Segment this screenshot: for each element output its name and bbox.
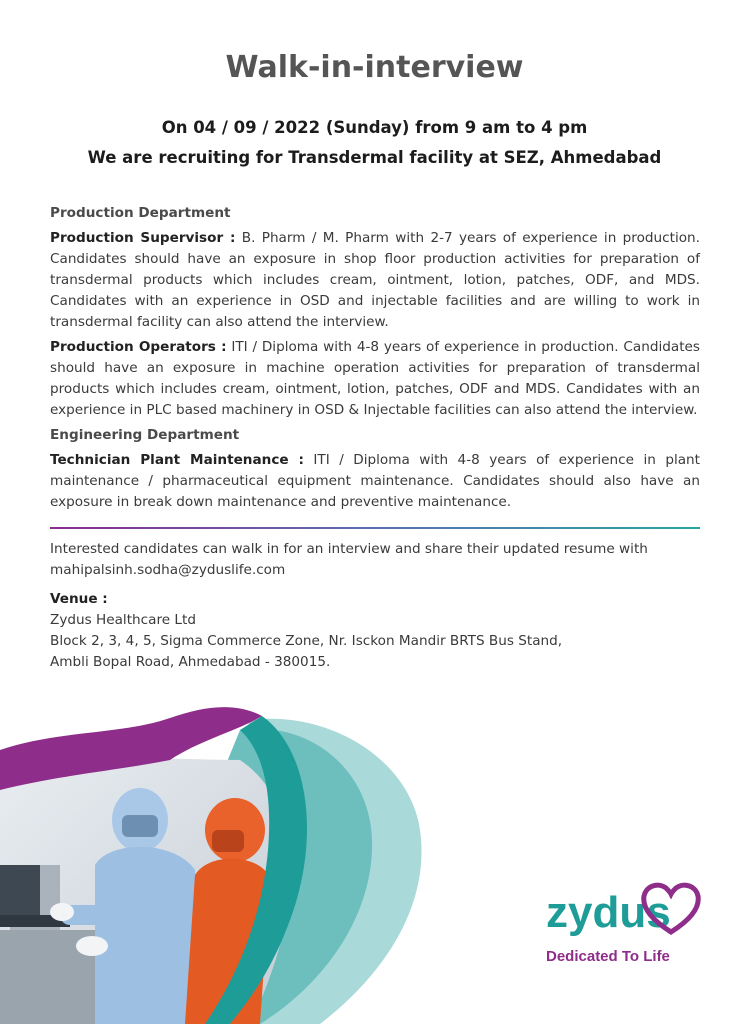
- venue-address-line2: Ambli Bopal Road, Ahmedabad - 380015.: [50, 654, 331, 670]
- production-operators-role: Production Operators :: [50, 339, 227, 355]
- page-title: Walk-in-interview: [225, 50, 524, 85]
- gradient-divider: [50, 527, 700, 529]
- heart-icon: [640, 882, 702, 936]
- technician-paragraph: [50, 450, 700, 513]
- venue-address-line1: Block 2, 3, 4, 5, Sigma Commerce Zone, Nr. Isckon Mandir BRTS Bus Stand,: [50, 633, 563, 649]
- recruitment-line: We are recruiting for Transdermal facility at SEZ, Ahmedabad: [87, 148, 662, 167]
- technician-role: Technician Plant Maintenance :: [50, 452, 304, 468]
- job-details: [50, 203, 700, 673]
- production-operators-paragraph: [50, 337, 700, 421]
- venue-label: Venue :: [50, 591, 108, 607]
- contact-email[interactable]: mahipalsinh.sodha@zyduslife.com: [50, 562, 286, 578]
- production-supervisor-text: B. Pharm / M. Pharm with 2-7 years of experience in production. Candidates should have an exposure in shop floor production activities for preparation of transdermal products which includes cream, ointment, lotion, patches, ODF, and MDS. Candidates with an experience in OSD and injectable facilities and are willing to work in transdermal facility can also attend the interview.: [50, 230, 700, 330]
- logo-tagline: Dedicated To Life: [546, 948, 670, 965]
- engineering-department-heading: Engineering Department: [50, 427, 240, 443]
- laptop-screen: [0, 865, 40, 915]
- production-supervisor-paragraph: [50, 228, 700, 333]
- interview-date-line: On 04 / 09 / 2022 (Sunday) from 9 am to 4 pm: [161, 118, 588, 137]
- production-supervisor-role: Production Supervisor :: [50, 230, 236, 246]
- logo-wordmark: zydus: [546, 888, 671, 937]
- production-department-heading: Production Department: [50, 205, 231, 221]
- technician-text: ITI / Diploma with 4-8 years of experience in plant maintenance / pharmaceutical equipment maintenance. Candidates should also have an exposure in break down maintenance and preventive maintenance.: [50, 452, 701, 510]
- venue-company: Zydus Healthcare Ltd: [50, 612, 196, 628]
- zydus-logo: [546, 888, 706, 978]
- contact-text: Interested candidates can walk in for an interview and share their updated resume with: [50, 541, 648, 557]
- production-operators-text: ITI / Diploma with 4-8 years of experience in production. Candidates should have an exposure in machine operation activities for preparation of transdermal products which includes cream, ointment, lotion, patches, ODF and MDS. Candidates with an experience in PLC based machinery in OSD & Injectable facilities can also attend the interview.: [50, 339, 700, 418]
